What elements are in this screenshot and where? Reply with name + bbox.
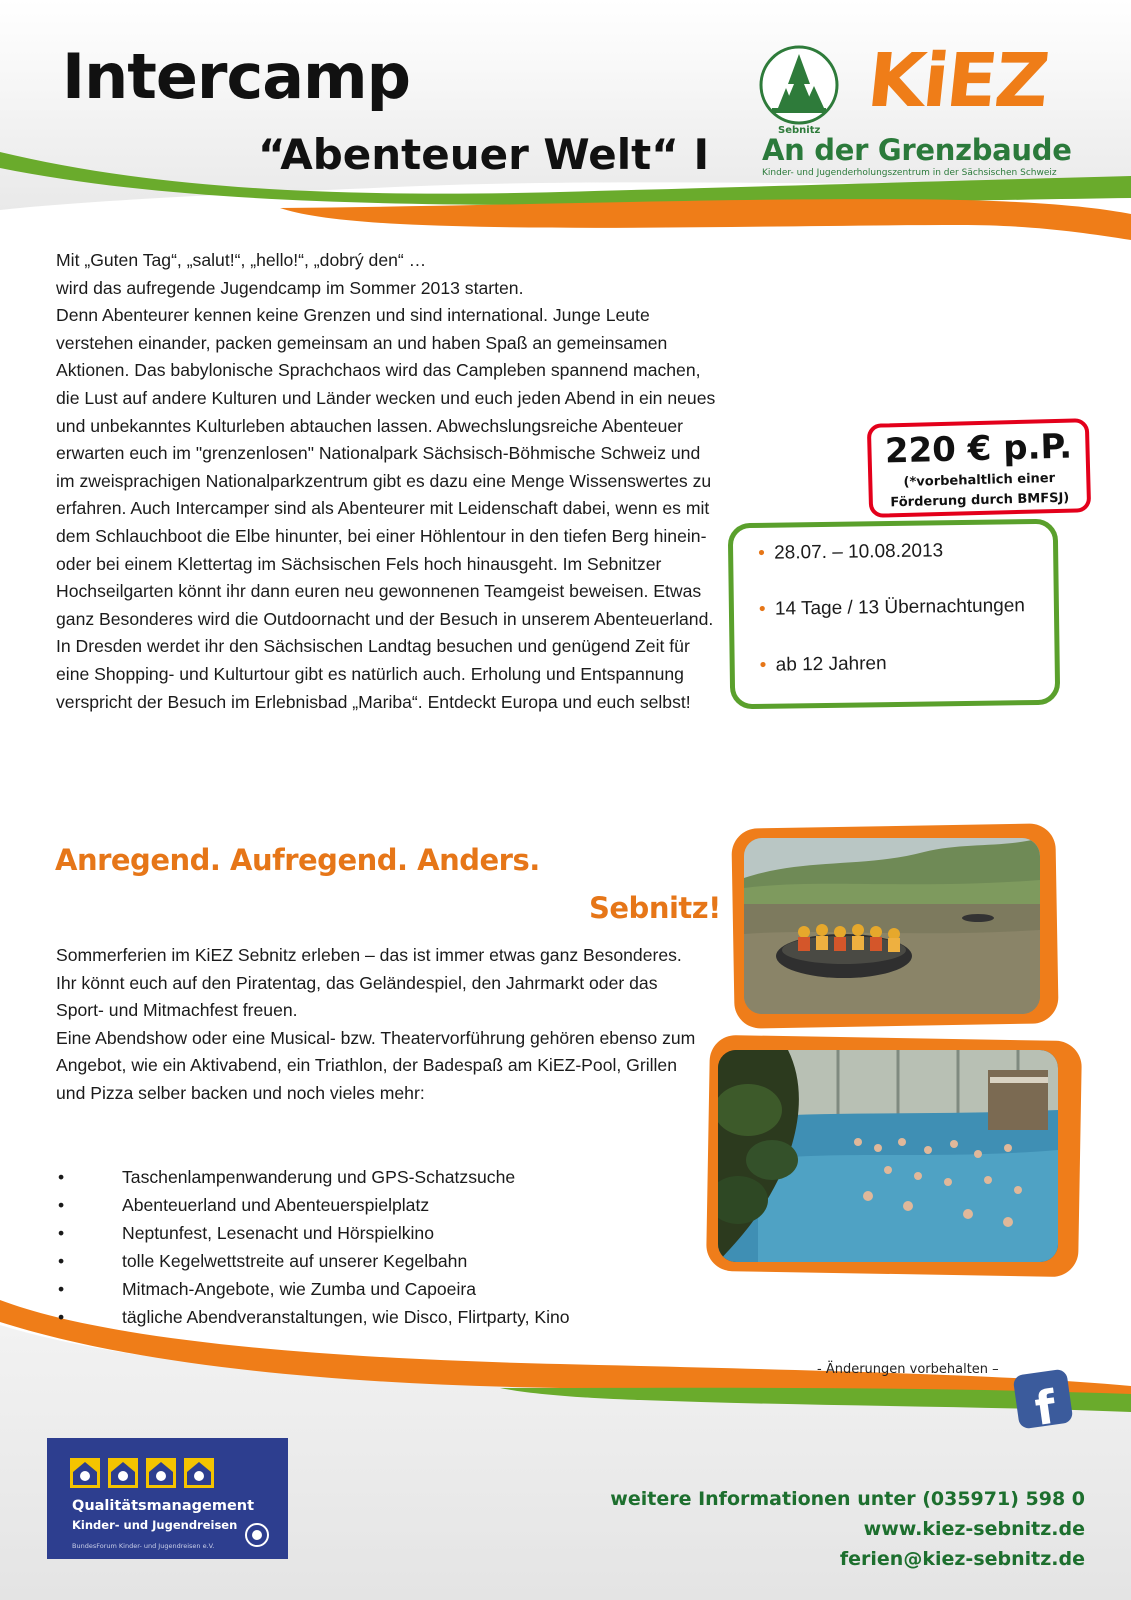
activities-list — [56, 1163, 676, 1331]
summer-para1: Sommerferien im KiEZ Sebnitz erleben – das ist immer etwas ganz Besonderes. Ihr könnt euch auf den Piratentag, das Geländespiel, den Jahrmarkt oder das Sport- und Mitmachfest freuen. — [56, 945, 682, 1021]
info-dates: • 28.07. – 10.08.2013 — [758, 538, 1025, 598]
activity-item: • tägliche Abendveranstaltungen, wie Disco, Flirtparty, Kino — [56, 1303, 676, 1331]
activity-item: • Mitmach-Angebote, wie Zumba und Capoeira — [56, 1275, 676, 1303]
info-box — [728, 519, 1061, 710]
logo-place: Sebnitz — [778, 125, 821, 136]
title-line2: “Abenteuer Welt“ I — [258, 130, 710, 179]
activity-item: • Neptunfest, Lesenacht und Hörspielkino — [56, 1219, 676, 1247]
quality-seal-icon — [244, 1522, 270, 1548]
facebook-icon[interactable] — [1010, 1366, 1076, 1436]
info-duration: • 14 Tage / 13 Übernachtungen — [759, 594, 1026, 654]
price-box — [867, 418, 1091, 518]
info-age: • ab 12 Jahren — [760, 650, 1027, 710]
contact-email-link[interactable]: ferien@kiez-sebnitz.de — [839, 1548, 1085, 1570]
kiez-emblem-icon — [758, 44, 840, 126]
price-note-line1: (*vorbehaltlich einer — [903, 471, 1056, 490]
price-note-line2: Förderung durch BMFSJ) — [890, 490, 1070, 511]
facebook-letter: f — [1031, 1379, 1059, 1436]
intro-line2: wird das aufregende Jugendcamp im Sommer 2013 starten. — [56, 277, 524, 298]
info-list — [758, 538, 1026, 710]
logo-subtitle: Kinder- und Jugenderholungszentrum in der Sächsischen Schweiz — [762, 168, 1057, 178]
summer-para2: Eine Abendshow oder eine Musical- bzw. Theatervorführung gehören ebenso zum Angebot, wie ein Aktivabend, ein Triathlon, der Badespaß am KiEZ-Pool, Grillen und Pizza selber backen und noch vieles mehr: — [56, 1027, 696, 1103]
activity-item: • Taschenlampenwanderung und GPS-Schatzsuche — [56, 1163, 676, 1191]
activity-item: • tolle Kegelwettstreite auf unserer Kegelbahn — [56, 1247, 676, 1275]
activity-item: • Abenteuerland und Abenteuerspielplatz — [56, 1191, 676, 1219]
contact-block — [560, 1484, 1085, 1574]
quality-small-text: BundesForum Kinder- und Jugendreisen e.V. — [72, 1542, 215, 1550]
contact-website-link[interactable]: www.kiez-sebnitz.de — [863, 1518, 1085, 1540]
price-amount: 220 € p.P. — [884, 426, 1073, 472]
rafting-photo — [744, 838, 1040, 1014]
intro-line1: Mit „Guten Tag“, „salut!“, „hello!“, „dobrý den“ … — [56, 250, 427, 270]
summer-text — [56, 942, 696, 1108]
logo-name: An der Grenzbaude — [762, 133, 1072, 167]
contact-info-line: weitere Informationen unter (035971) 598 0 — [610, 1488, 1085, 1510]
pool-photo — [718, 1050, 1058, 1262]
changes-note: - Änderungen vorbehalten – — [817, 1362, 999, 1377]
quality-stars-icon — [68, 1452, 238, 1492]
slogan-line1: Anregend. Aufregend. Anders. — [55, 843, 540, 877]
slogan-line2: Sebnitz! — [589, 891, 721, 925]
quality-subtitle: Kinder- und Jugendreisen — [72, 1518, 238, 1532]
quality-title: Qualitätsmanagement — [72, 1498, 255, 1514]
intro-text — [56, 247, 716, 716]
logo-brand: KiEZ — [863, 38, 1052, 124]
intro-body: Denn Abenteurer kennen keine Grenzen und sind international. Junge Leute verstehen einander, packen gemeinsam an und haben Spaß an gemeinsamen Aktionen. Das babylonische Sprachchaos wird das Campleben spannend machen, die Lust auf andere Kulturen und Länder wecken und euch jeden Abend in ein neues und unbekanntes Kulturleben abtauchen lassen. Abwechslungsreiche Abenteuer erwarten euch im "grenzenlosen" Nationalpark Sächsisch-Böhmische Schweiz und im zweisprachigen Nationalparkzentrum gibt es dazu eine Menge Wissenswertes zu erfahren. Auch Intercamper sind als Abenteurer mit Leidenschaft dabei, wenn es mit dem Schlauchboot die Elbe hinunter, bei einer Höhlentour in den tiefen Berg hinein- oder bei einem Klettertag im Sächsischen Fels hoch hinausgeht. Im Sebnitzer Hochseilgarten könnt ihr dann euren neu gewonnenen Teamgeist beweisen. Etwas ganz Besonderes wird die Outdoornacht und der Besuch in unserem Abenteuerland. In Dresden werdet ihr den Sächsischen Landtag besuchen und genügend Zeit für eine Shopping- und Kulturtour gibt es natürlich auch. Erholung und Entspannung verspricht der Besuch im Erlebnisbad „Mariba“. Entdeckt Europa und euch selbst! — [56, 305, 716, 712]
title-line1: Intercamp — [62, 40, 411, 113]
